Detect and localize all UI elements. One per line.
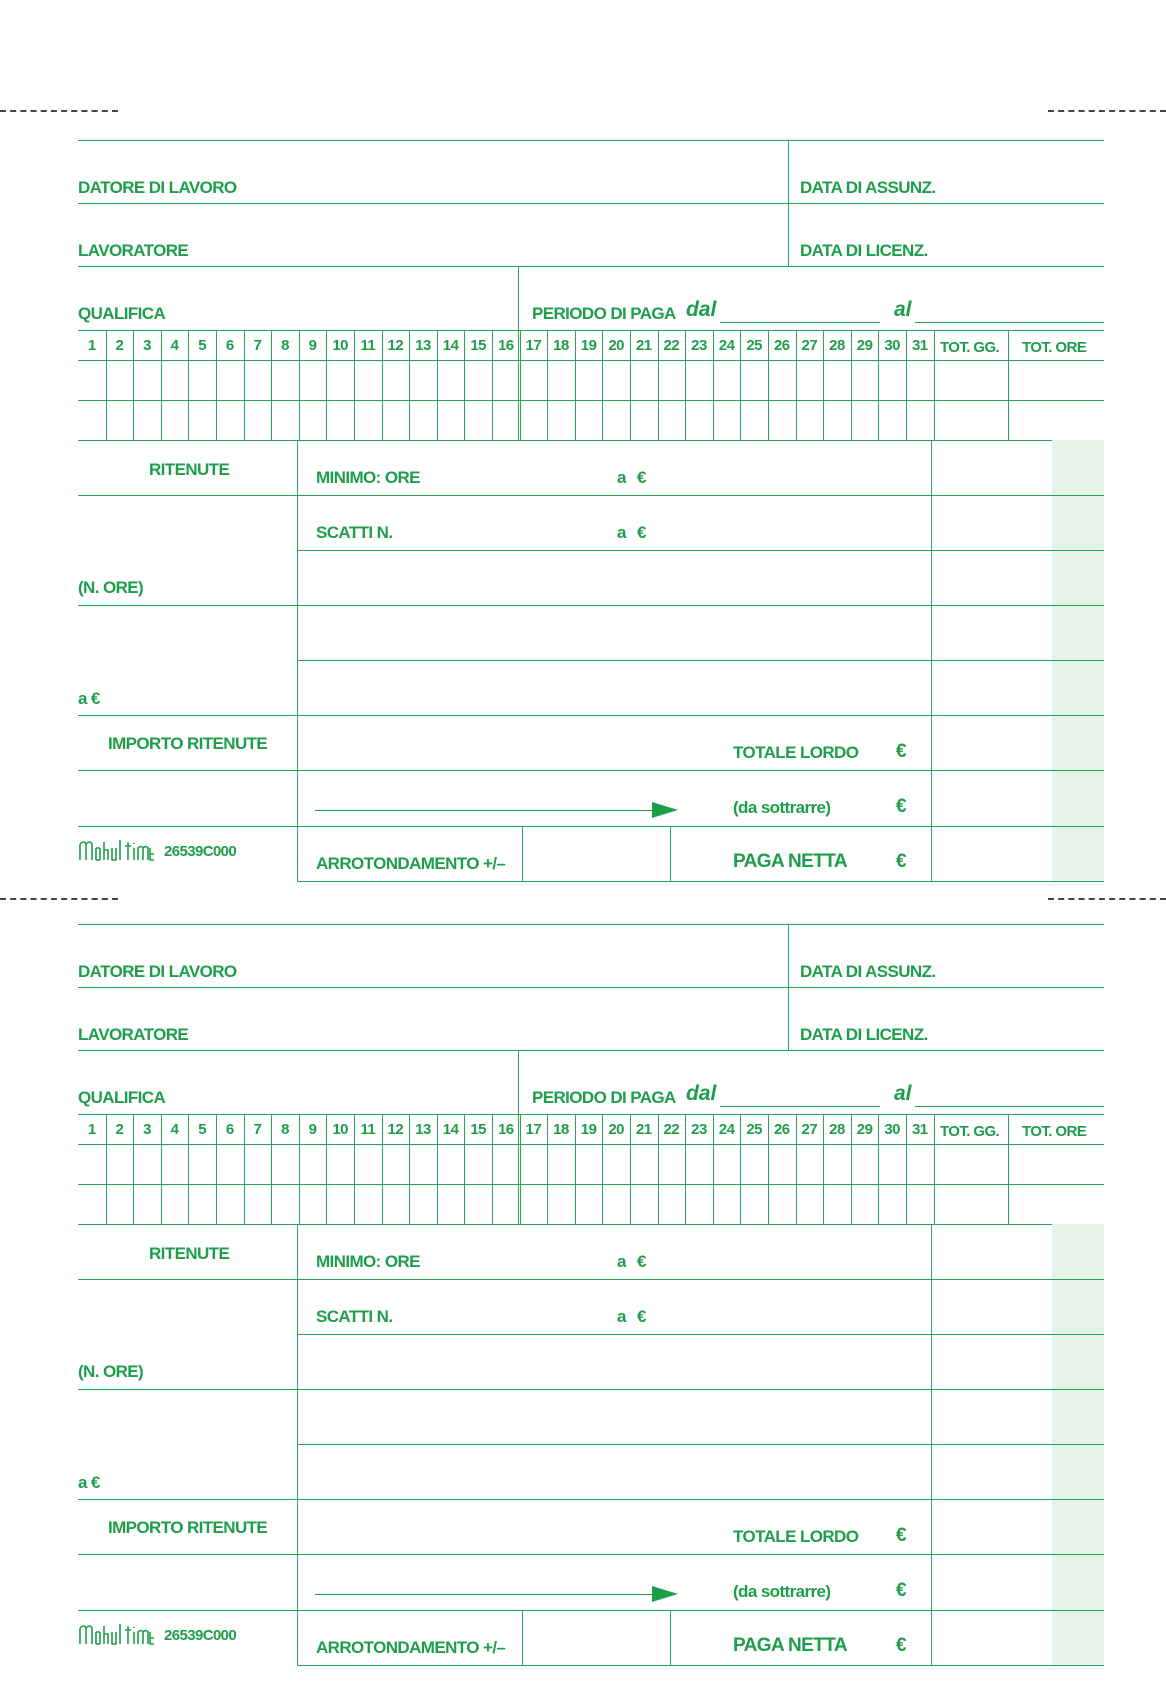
- minimum-hours-label: MINIMO: ORE: [316, 1252, 420, 1271]
- day-number-11: 11: [360, 337, 376, 354]
- rate-a-label: a: [617, 1252, 626, 1271]
- day-number-5: 5: [198, 1121, 207, 1138]
- day-number-4: 4: [170, 337, 179, 354]
- day-column-rule: [106, 1114, 107, 1224]
- day-column-rule: [437, 1114, 438, 1224]
- day-number-22: 22: [663, 1121, 680, 1138]
- day-column-rule: [188, 330, 189, 440]
- employer-label: DATORE DI LAVORO: [78, 962, 237, 981]
- day-column-rule: [685, 1114, 686, 1224]
- to-label: al: [894, 1082, 912, 1105]
- day-number-17: 17: [525, 1121, 542, 1138]
- day-column-rule: [216, 330, 217, 440]
- rule-line: [78, 360, 1104, 361]
- total-hours-label: TOT. ORE: [1022, 1123, 1087, 1140]
- day-column-rule: [768, 1114, 769, 1224]
- day-number-24: 24: [718, 1121, 735, 1138]
- rule-line: [78, 203, 1104, 204]
- euro-sign: €: [637, 1307, 646, 1326]
- rate-euro-label: a €: [78, 1473, 100, 1492]
- day-number-27: 27: [801, 1121, 818, 1138]
- qualification-label: QUALIFICA: [78, 304, 166, 323]
- day-column-rule: [520, 330, 521, 440]
- day-number-25: 25: [746, 337, 763, 354]
- day-number-3: 3: [143, 1121, 151, 1138]
- day-column-rule: [713, 1114, 714, 1224]
- rule-line: [297, 1334, 1104, 1335]
- net-pay-label: PAGA NETTA: [733, 1635, 847, 1656]
- day-number-5: 5: [198, 337, 207, 354]
- from-label: dal: [686, 298, 717, 321]
- rule-line: [78, 1050, 1104, 1051]
- day-number-22: 22: [663, 337, 680, 354]
- day-number-18: 18: [553, 337, 569, 354]
- day-column-rule: [547, 1114, 548, 1224]
- day-column-rule: [271, 1114, 272, 1224]
- day-number-14: 14: [442, 337, 459, 354]
- day-column-rule: [382, 330, 383, 440]
- day-column-rule: [685, 330, 686, 440]
- day-number-12: 12: [387, 1121, 404, 1138]
- euro-sign: €: [637, 468, 646, 487]
- to-subtract-label: (da sottrarre): [733, 798, 831, 817]
- deductions-label: RITENUTE: [149, 1244, 230, 1263]
- day-column-rule: [740, 1114, 741, 1224]
- euro-sign: €: [896, 796, 906, 817]
- total-hours-label: TOT. ORE: [1022, 339, 1087, 356]
- euro-sign: €: [637, 1252, 646, 1271]
- day-column-rule: [520, 1114, 521, 1224]
- rule-line: [78, 770, 1104, 771]
- rule-line: [78, 140, 1104, 141]
- day-number-10: 10: [332, 1121, 349, 1138]
- pay-slip-form-bottom: [0, 784, 1166, 1657]
- day-column-rule: [133, 330, 134, 440]
- rule-line: [78, 1184, 1104, 1185]
- rule-line: [78, 1499, 1104, 1500]
- day-number-26: 26: [773, 337, 790, 354]
- day-number-19: 19: [580, 337, 597, 354]
- rule-line: [1008, 1114, 1009, 1224]
- day-number-21: 21: [635, 1121, 652, 1138]
- day-column-rule: [437, 330, 438, 440]
- worker-label: LAVORATORE: [78, 1025, 189, 1044]
- rule-line: [1008, 330, 1009, 440]
- day-column-rule: [409, 330, 410, 440]
- to-date-line: [915, 322, 1104, 323]
- euro-sign: €: [896, 741, 906, 762]
- day-number-7: 7: [253, 1121, 262, 1138]
- day-number-26: 26: [773, 1121, 790, 1138]
- pay-period-label: PERIODO DI PAGA: [532, 304, 676, 323]
- day-number-12: 12: [387, 337, 404, 354]
- day-column-rule: [354, 330, 355, 440]
- rule-line: [788, 140, 789, 266]
- day-number-3: 3: [143, 337, 151, 354]
- day-number-1: 1: [87, 337, 96, 354]
- to-subtract-label: (da sottrarre): [733, 1582, 831, 1601]
- day-number-31: 31: [911, 1121, 928, 1138]
- day-number-2: 2: [115, 337, 124, 354]
- rule-line: [78, 266, 1104, 267]
- hire-date-label: DATA DI ASSUNZ.: [800, 962, 936, 981]
- day-number-27: 27: [801, 337, 818, 354]
- num-hours-label: (N. ORE): [78, 1362, 144, 1381]
- arrow-line: [315, 1594, 657, 1595]
- day-column-rule: [547, 330, 548, 440]
- day-number-8: 8: [281, 1121, 289, 1138]
- day-number-30: 30: [884, 337, 901, 354]
- day-number-2: 2: [115, 1121, 124, 1138]
- total-days-label: TOT. GG.: [940, 1123, 1000, 1140]
- rate-a-label: a: [617, 523, 626, 542]
- day-column-rule: [354, 1114, 355, 1224]
- day-column-rule: [464, 330, 465, 440]
- rule-line: [670, 1610, 671, 1665]
- gross-total-label: TOTALE LORDO: [733, 743, 859, 762]
- day-number-23: 23: [691, 1121, 707, 1138]
- day-number-20: 20: [608, 1121, 625, 1138]
- bottom-rule: [297, 1665, 1104, 1666]
- rate-a-label: a: [617, 1307, 626, 1326]
- day-column-rule: [851, 330, 852, 440]
- day-column-rule: [630, 1114, 631, 1224]
- day-number-10: 10: [332, 337, 349, 354]
- day-column-rule: [492, 1114, 493, 1224]
- rule-line: [78, 1554, 1104, 1555]
- day-number-14: 14: [442, 1121, 459, 1138]
- deductions-amount-label: IMPORTO RITENUTE: [108, 734, 268, 753]
- day-number-24: 24: [718, 337, 735, 354]
- day-number-19: 19: [580, 1121, 597, 1138]
- day-column-rule: [823, 1114, 824, 1224]
- euro-sign: €: [896, 1580, 906, 1601]
- day-number-21: 21: [635, 337, 652, 354]
- rule-line: [788, 924, 789, 1050]
- rule-line: [522, 1610, 523, 1665]
- day-column-rule: [299, 330, 300, 440]
- deductions-amount-label: IMPORTO RITENUTE: [108, 1518, 268, 1537]
- day-column-rule: [133, 1114, 134, 1224]
- day-number-23: 23: [691, 337, 707, 354]
- rule-line: [78, 330, 1104, 331]
- day-column-rule: [382, 1114, 383, 1224]
- day-column-rule: [658, 1114, 659, 1224]
- day-number-16: 16: [497, 1121, 514, 1138]
- day-column-rule: [188, 1114, 189, 1224]
- rule-line: [297, 660, 1104, 661]
- deductions-label: RITENUTE: [149, 460, 230, 479]
- rule-line: [78, 1224, 1104, 1225]
- day-number-9: 9: [308, 337, 317, 354]
- day-number-1: 1: [87, 1121, 96, 1138]
- to-label: al: [894, 298, 912, 321]
- rule-line: [78, 495, 1104, 496]
- day-column-rule: [271, 330, 272, 440]
- day-number-18: 18: [553, 1121, 569, 1138]
- brand-logo-graphic: [78, 1622, 154, 1648]
- worker-label: LAVORATORE: [78, 241, 189, 260]
- rule-line: [78, 1389, 1104, 1390]
- day-column-rule: [244, 330, 245, 440]
- rate-euro-label: a €: [78, 689, 100, 708]
- rule-line: [78, 400, 1104, 401]
- day-column-rule: [906, 330, 907, 440]
- day-number-28: 28: [829, 1121, 845, 1138]
- from-date-line: [720, 322, 880, 323]
- day-column-rule: [326, 330, 327, 440]
- day-column-rule: [823, 330, 824, 440]
- rule-line: [934, 1114, 935, 1224]
- day-number-8: 8: [281, 337, 289, 354]
- day-column-rule: [713, 330, 714, 440]
- day-column-rule: [161, 330, 162, 440]
- day-number-4: 4: [170, 1121, 179, 1138]
- euro-sign: €: [637, 523, 646, 542]
- day-number-13: 13: [415, 1121, 431, 1138]
- day-column-rule: [244, 1114, 245, 1224]
- to-date-line: [915, 1106, 1104, 1107]
- day-number-6: 6: [225, 337, 234, 354]
- rule-line: [78, 987, 1104, 988]
- day-column-rule: [299, 1114, 300, 1224]
- rule-line: [78, 440, 1104, 441]
- day-column-rule: [409, 1114, 410, 1224]
- increments-label: SCATTI N.: [316, 1307, 393, 1326]
- day-number-20: 20: [608, 337, 625, 354]
- termination-date-label: DATA DI LICENZ.: [800, 241, 928, 260]
- day-column-rule: [878, 1114, 879, 1224]
- rule-line: [78, 1114, 1104, 1115]
- day-number-29: 29: [856, 337, 873, 354]
- rate-a-label: a: [617, 468, 626, 487]
- day-number-29: 29: [856, 1121, 873, 1138]
- euro-sign: €: [896, 1635, 906, 1656]
- day-column-rule: [740, 330, 741, 440]
- rule-line: [78, 605, 1104, 606]
- minimum-hours-label: MINIMO: ORE: [316, 468, 420, 487]
- rule-line: [934, 330, 935, 440]
- day-column-rule: [878, 330, 879, 440]
- day-column-rule: [851, 1114, 852, 1224]
- rule-line: [78, 715, 1104, 716]
- form-code: 26539C000: [164, 843, 237, 860]
- day-number-15: 15: [470, 1121, 487, 1138]
- day-number-17: 17: [525, 337, 542, 354]
- brand-logo: [78, 1622, 154, 1653]
- euro-sign: €: [896, 851, 906, 872]
- day-column-rule: [602, 1114, 603, 1224]
- num-hours-label: (N. ORE): [78, 578, 144, 597]
- day-column-rule: [796, 1114, 797, 1224]
- day-number-28: 28: [829, 337, 845, 354]
- termination-date-label: DATA DI LICENZ.: [800, 1025, 928, 1044]
- day-number-11: 11: [360, 1121, 376, 1138]
- day-column-rule: [492, 330, 493, 440]
- day-number-30: 30: [884, 1121, 901, 1138]
- rule-line: [78, 1610, 1104, 1611]
- total-days-label: TOT. GG.: [940, 339, 1000, 356]
- day-number-15: 15: [470, 337, 487, 354]
- day-column-rule: [464, 1114, 465, 1224]
- day-column-rule: [161, 1114, 162, 1224]
- day-column-rule: [575, 1114, 576, 1224]
- form-code: 26539C000: [164, 1627, 237, 1644]
- day-column-rule: [326, 1114, 327, 1224]
- net-pay-label: PAGA NETTA: [733, 851, 847, 872]
- day-column-rule: [658, 330, 659, 440]
- rule-line: [78, 1144, 1104, 1145]
- from-label: dal: [686, 1082, 717, 1105]
- day-number-13: 13: [415, 337, 431, 354]
- day-column-rule: [630, 330, 631, 440]
- day-column-rule: [216, 1114, 217, 1224]
- rule-line: [297, 550, 1104, 551]
- euro-sign: €: [896, 1525, 906, 1546]
- increments-label: SCATTI N.: [316, 523, 393, 542]
- day-number-9: 9: [308, 1121, 317, 1138]
- day-column-rule: [768, 330, 769, 440]
- day-column-rule: [602, 330, 603, 440]
- gross-total-label: TOTALE LORDO: [733, 1527, 859, 1546]
- rounding-label: ARROTONDAMENTO +/–: [316, 854, 506, 873]
- pay-period-label: PERIODO DI PAGA: [532, 1088, 676, 1107]
- day-number-6: 6: [225, 1121, 234, 1138]
- qualification-label: QUALIFICA: [78, 1088, 166, 1107]
- rule-line: [78, 924, 1104, 925]
- employer-label: DATORE DI LAVORO: [78, 178, 237, 197]
- day-column-rule: [906, 1114, 907, 1224]
- day-column-rule: [106, 330, 107, 440]
- from-date-line: [720, 1106, 880, 1107]
- day-number-25: 25: [746, 1121, 763, 1138]
- arrow-right-icon: [652, 1586, 678, 1602]
- rounding-label: ARROTONDAMENTO +/–: [316, 1638, 506, 1657]
- rule-line: [78, 1279, 1104, 1280]
- rule-line: [297, 1444, 1104, 1445]
- day-number-16: 16: [497, 337, 514, 354]
- day-column-rule: [575, 330, 576, 440]
- day-number-31: 31: [911, 337, 928, 354]
- day-column-rule: [796, 330, 797, 440]
- day-number-7: 7: [253, 337, 262, 354]
- hire-date-label: DATA DI ASSUNZ.: [800, 178, 936, 197]
